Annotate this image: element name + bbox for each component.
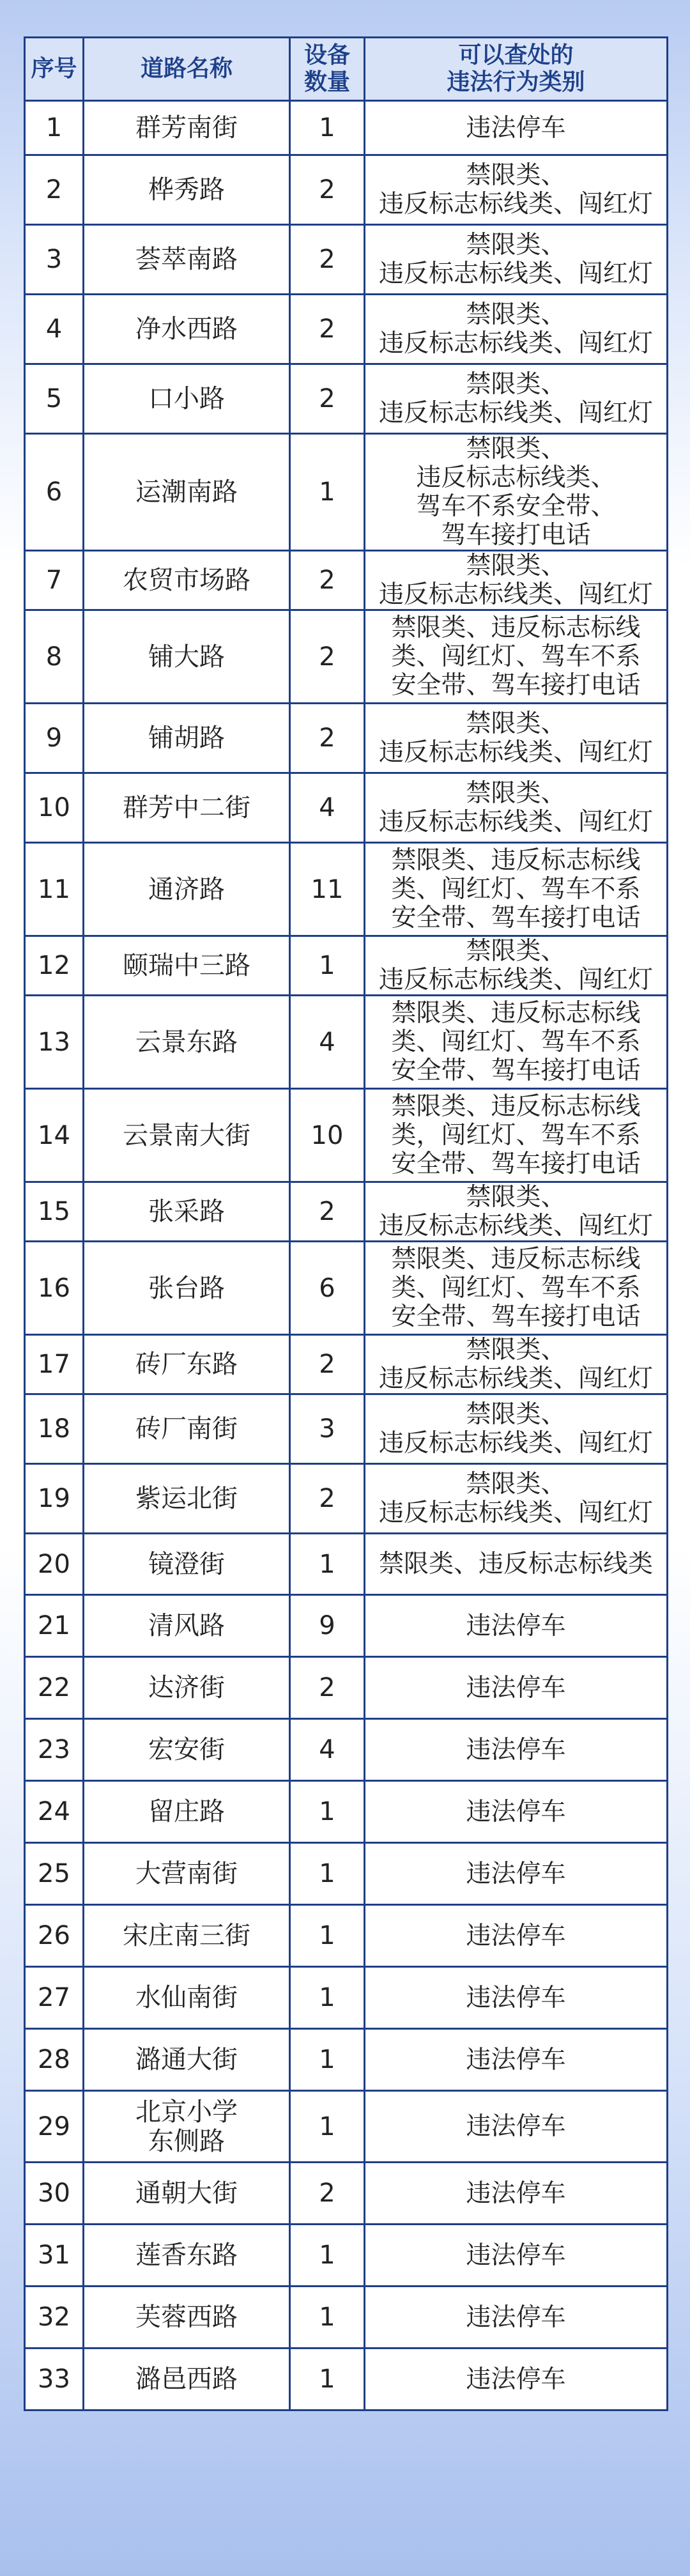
row-index: 4 bbox=[25, 295, 84, 364]
row-road-name bbox=[84, 2348, 290, 2410]
violation-type-line: 禁限类、违反标志标线 bbox=[391, 999, 641, 1028]
row-device-count: 4 bbox=[290, 996, 365, 1089]
violation-type-line: 违反标志标线类、闯红灯 bbox=[378, 329, 653, 358]
table-row bbox=[25, 1242, 668, 1335]
row-violation-types bbox=[365, 295, 668, 364]
road-name-line: 铺大路 bbox=[148, 642, 225, 672]
row-index: 30 bbox=[25, 2163, 84, 2225]
row-device-count: 1 bbox=[290, 2029, 365, 2091]
row-violation-types bbox=[365, 1843, 668, 1905]
header-violation-types-line2: 违法行为类别 bbox=[447, 69, 585, 95]
violation-type-line: 安全带、驾车接打电话 bbox=[391, 904, 641, 932]
violation-type-line: 禁限类、 bbox=[466, 1470, 566, 1499]
violation-type-line: 禁限类、 bbox=[466, 300, 566, 329]
row-index: 25 bbox=[25, 1843, 84, 1905]
road-name-line: 潞邑西路 bbox=[135, 2364, 238, 2394]
table-row bbox=[25, 155, 668, 225]
road-name-line: 通济路 bbox=[148, 874, 225, 904]
row-road-name bbox=[84, 773, 290, 843]
row-index: 27 bbox=[25, 1967, 84, 2029]
row-index: 7 bbox=[25, 551, 84, 610]
row-road-name bbox=[84, 936, 290, 996]
row-index: 28 bbox=[25, 2029, 84, 2091]
table-row bbox=[25, 2163, 668, 2225]
violation-type-line: 驾车接打电话 bbox=[441, 521, 591, 550]
violation-type-line: 类、闯红灯、驾车不系 bbox=[391, 642, 641, 671]
row-violation-types bbox=[365, 2225, 668, 2287]
row-index: 24 bbox=[25, 1781, 84, 1843]
row-index: 32 bbox=[25, 2287, 84, 2348]
row-violation-types bbox=[365, 996, 668, 1089]
header-violation-types-line1: 可以查处的 bbox=[458, 42, 574, 68]
violation-type-line: 违反标志标线类、闯红灯 bbox=[378, 808, 653, 837]
row-index: 20 bbox=[25, 1534, 84, 1595]
row-violation-types bbox=[365, 1394, 668, 1464]
violation-type-line: 违反标志标线类、 bbox=[416, 463, 616, 492]
violation-type-line: 禁限类、 bbox=[466, 1183, 566, 1212]
road-name-line: 清风路 bbox=[148, 1611, 225, 1640]
violation-type-line: 违法停车 bbox=[466, 2179, 566, 2208]
violation-type-line: 禁限类、 bbox=[466, 1400, 566, 1429]
row-violation-types bbox=[365, 773, 668, 843]
table-row bbox=[25, 1335, 668, 1394]
violation-type-line: 禁限类、违反标志标线 bbox=[391, 1245, 641, 1274]
row-device-count: 2 bbox=[290, 155, 365, 225]
violation-type-line: 安全带、驾车接打电话 bbox=[391, 1056, 641, 1085]
table-row bbox=[25, 773, 668, 843]
table-row bbox=[25, 2091, 668, 2163]
row-road-name bbox=[84, 101, 290, 155]
row-device-count: 1 bbox=[290, 1534, 365, 1595]
table-row bbox=[25, 1719, 668, 1781]
road-name-line: 群芳中二街 bbox=[123, 793, 250, 822]
road-name-line: 口小路 bbox=[148, 384, 225, 413]
violation-type-line: 禁限类、 bbox=[466, 779, 566, 808]
road-name-line: 大营南街 bbox=[135, 1859, 238, 1888]
row-violation-types bbox=[365, 610, 668, 704]
row-index: 14 bbox=[25, 1089, 84, 1182]
road-name-line: 紫运北街 bbox=[135, 1484, 238, 1513]
violation-type-line: 违法停车 bbox=[466, 1797, 566, 1826]
row-violation-types bbox=[365, 1464, 668, 1534]
violation-type-line: 禁限类、 bbox=[466, 1336, 566, 1364]
header-device-count-line1: 设备 bbox=[303, 42, 350, 68]
table-row bbox=[25, 1595, 668, 1657]
row-road-name bbox=[84, 2091, 290, 2163]
row-violation-types bbox=[365, 551, 668, 610]
row-index: 22 bbox=[25, 1657, 84, 1719]
violation-type-line: 禁限类、违反标志标线 bbox=[391, 1092, 641, 1121]
row-index: 31 bbox=[25, 2225, 84, 2287]
row-violation-types bbox=[365, 1657, 668, 1719]
table-body bbox=[25, 101, 668, 2410]
violation-type-line: 禁限类、 bbox=[466, 551, 566, 580]
row-violation-types bbox=[365, 843, 668, 936]
table-row bbox=[25, 704, 668, 773]
violation-type-line: 禁限类、 bbox=[466, 231, 566, 259]
table-row bbox=[25, 936, 668, 996]
road-name-line: 留庄路 bbox=[148, 1797, 225, 1826]
violation-type-line: 违反标志标线类、闯红灯 bbox=[378, 259, 653, 288]
violation-type-line: 禁限类、 bbox=[466, 937, 566, 966]
table-row bbox=[25, 996, 668, 1089]
table-row bbox=[25, 1394, 668, 1464]
violation-type-line: 类、闯红灯、驾车不系 bbox=[391, 875, 641, 904]
road-name-line: 张采路 bbox=[148, 1197, 225, 1226]
violation-type-line: 违法停车 bbox=[466, 2112, 566, 2141]
road-name-line: 宏安街 bbox=[148, 1735, 225, 1764]
row-road-name bbox=[84, 2029, 290, 2091]
row-device-count: 1 bbox=[290, 101, 365, 155]
row-index: 33 bbox=[25, 2348, 84, 2410]
violation-type-line: 违法停车 bbox=[466, 113, 566, 143]
row-index: 15 bbox=[25, 1182, 84, 1242]
violation-type-line: 违法停车 bbox=[466, 2302, 566, 2332]
row-road-name bbox=[84, 1905, 290, 1967]
row-device-count: 1 bbox=[290, 2225, 365, 2287]
row-violation-types bbox=[365, 101, 668, 155]
violation-type-line: 违法停车 bbox=[466, 1921, 566, 1950]
row-index: 21 bbox=[25, 1595, 84, 1657]
road-name-line: 运潮南路 bbox=[135, 477, 238, 507]
violation-type-line: 违法停车 bbox=[466, 1859, 566, 1888]
table-row bbox=[25, 1843, 668, 1905]
violation-type-line: 禁限类、违反标志标线 bbox=[391, 613, 641, 642]
row-device-count: 1 bbox=[290, 1781, 365, 1843]
violation-type-line: 违反标志标线类、闯红灯 bbox=[378, 399, 653, 428]
road-name-line: 桦秀路 bbox=[148, 175, 225, 204]
row-index: 26 bbox=[25, 1905, 84, 1967]
violation-type-line: 违法停车 bbox=[466, 2241, 566, 2270]
violation-type-line: 违法停车 bbox=[466, 1735, 566, 1764]
violation-type-line: 违反标志标线类、闯红灯 bbox=[378, 738, 653, 767]
header-violation-types bbox=[365, 38, 668, 101]
row-index: 13 bbox=[25, 996, 84, 1089]
row-index: 6 bbox=[25, 434, 84, 551]
row-index: 9 bbox=[25, 704, 84, 773]
row-violation-types bbox=[365, 1967, 668, 2029]
row-road-name bbox=[84, 1781, 290, 1843]
row-device-count: 1 bbox=[290, 2348, 365, 2410]
row-device-count: 1 bbox=[290, 1967, 365, 2029]
row-road-name bbox=[84, 551, 290, 610]
road-name-line: 农贸市场路 bbox=[123, 566, 250, 595]
table-row bbox=[25, 225, 668, 295]
row-violation-types bbox=[365, 1182, 668, 1242]
row-index: 18 bbox=[25, 1394, 84, 1464]
row-device-count: 2 bbox=[290, 704, 365, 773]
violation-type-line: 禁限类、 bbox=[466, 709, 566, 738]
violation-type-line: 安全带、驾车接打电话 bbox=[391, 1302, 641, 1331]
row-road-name bbox=[84, 1242, 290, 1335]
road-name-line: 张台路 bbox=[148, 1273, 225, 1303]
row-road-name bbox=[84, 1464, 290, 1534]
violation-type-line: 违反标志标线类、闯红灯 bbox=[378, 1364, 653, 1393]
violation-type-line: 禁限类、 bbox=[466, 370, 566, 399]
row-index: 29 bbox=[25, 2091, 84, 2163]
row-device-count: 1 bbox=[290, 2287, 365, 2348]
camera-list-table bbox=[24, 36, 668, 2411]
violation-type-line: 类、闯红灯、驾车不系 bbox=[391, 1274, 641, 1302]
row-device-count: 2 bbox=[290, 1182, 365, 1242]
table-row bbox=[25, 2348, 668, 2410]
table-row bbox=[25, 1089, 668, 1182]
road-name-line: 云景南大街 bbox=[123, 1120, 250, 1150]
row-road-name bbox=[84, 1657, 290, 1719]
row-road-name bbox=[84, 1394, 290, 1464]
violation-type-line: 违法停车 bbox=[466, 1611, 566, 1640]
violation-type-line: 违法停车 bbox=[466, 2045, 566, 2074]
road-name-line: 通朝大街 bbox=[135, 2179, 238, 2208]
row-violation-types bbox=[365, 1595, 668, 1657]
row-device-count: 2 bbox=[290, 295, 365, 364]
violation-type-line: 禁限类、 bbox=[466, 435, 566, 463]
row-index: 3 bbox=[25, 225, 84, 295]
row-index: 2 bbox=[25, 155, 84, 225]
row-violation-types bbox=[365, 1335, 668, 1394]
road-name-line: 砖厂东路 bbox=[135, 1350, 238, 1379]
row-index: 17 bbox=[25, 1335, 84, 1394]
row-road-name bbox=[84, 1534, 290, 1595]
row-device-count: 1 bbox=[290, 2091, 365, 2163]
road-name-line: 颐瑞中三路 bbox=[123, 951, 250, 980]
table-row bbox=[25, 1905, 668, 1967]
road-name-line: 砖厂南街 bbox=[135, 1414, 238, 1444]
row-device-count: 9 bbox=[290, 1595, 365, 1657]
row-device-count: 2 bbox=[290, 1657, 365, 1719]
violation-type-line: 违法停车 bbox=[466, 2364, 566, 2394]
table-row bbox=[25, 101, 668, 155]
row-index: 19 bbox=[25, 1464, 84, 1534]
header-device-count-line2: 数量 bbox=[303, 69, 350, 95]
row-index: 10 bbox=[25, 773, 84, 843]
road-name-line: 芙蓉西路 bbox=[135, 2302, 238, 2332]
violation-type-line: 禁限类、违反标志标线 bbox=[391, 846, 641, 875]
row-road-name bbox=[84, 2225, 290, 2287]
row-device-count: 1 bbox=[290, 1843, 365, 1905]
row-device-count: 4 bbox=[290, 773, 365, 843]
table-row bbox=[25, 1967, 668, 2029]
table-row bbox=[25, 1781, 668, 1843]
row-road-name bbox=[84, 1843, 290, 1905]
row-violation-types bbox=[365, 2029, 668, 2091]
violation-type-line: 安全带、驾车接打电话 bbox=[391, 671, 641, 700]
violation-type-line: 违反标志标线类、闯红灯 bbox=[378, 1212, 653, 1240]
row-device-count: 1 bbox=[290, 1905, 365, 1967]
table-row bbox=[25, 364, 668, 434]
row-road-name bbox=[84, 434, 290, 551]
row-road-name bbox=[84, 1182, 290, 1242]
camera-list-container bbox=[24, 36, 666, 2411]
road-name-line: 莲香东路 bbox=[135, 2241, 238, 2270]
table-row bbox=[25, 434, 668, 551]
road-name-line: 宋庄南三街 bbox=[123, 1921, 250, 1950]
table-row bbox=[25, 295, 668, 364]
violation-type-line: 禁限类、 bbox=[466, 161, 566, 190]
violation-type-line: 违法停车 bbox=[466, 1983, 566, 2012]
row-violation-types bbox=[365, 936, 668, 996]
road-name-line: 净水西路 bbox=[135, 314, 238, 344]
row-device-count: 3 bbox=[290, 1394, 365, 1464]
road-name-line: 北京小学 bbox=[135, 2097, 238, 2127]
violation-type-line: 违法停车 bbox=[466, 1673, 566, 1702]
table-row bbox=[25, 2029, 668, 2091]
row-device-count: 1 bbox=[290, 936, 365, 996]
row-road-name bbox=[84, 1967, 290, 2029]
row-road-name bbox=[84, 1335, 290, 1394]
row-index: 12 bbox=[25, 936, 84, 996]
row-road-name bbox=[84, 295, 290, 364]
row-device-count: 2 bbox=[290, 225, 365, 295]
row-violation-types bbox=[365, 1534, 668, 1595]
row-road-name bbox=[84, 1089, 290, 1182]
row-device-count: 1 bbox=[290, 434, 365, 551]
row-road-name bbox=[84, 2287, 290, 2348]
row-violation-types bbox=[365, 225, 668, 295]
table-row bbox=[25, 2225, 668, 2287]
table-row bbox=[25, 551, 668, 610]
road-name-line: 东侧路 bbox=[148, 2126, 225, 2156]
row-road-name bbox=[84, 843, 290, 936]
table-row bbox=[25, 2287, 668, 2348]
row-road-name bbox=[84, 2163, 290, 2225]
table-header-row bbox=[25, 38, 668, 101]
row-road-name bbox=[84, 1595, 290, 1657]
row-violation-types bbox=[365, 2091, 668, 2163]
table-row bbox=[25, 610, 668, 704]
violation-type-line: 类，闯红灯、驾车不系 bbox=[391, 1121, 641, 1150]
row-device-count: 4 bbox=[290, 1719, 365, 1781]
table-row bbox=[25, 1657, 668, 1719]
row-violation-types bbox=[365, 2348, 668, 2410]
road-name-line: 云景东路 bbox=[135, 1027, 238, 1057]
violation-type-line: 类、闯红灯、驾车不系 bbox=[391, 1028, 641, 1056]
row-road-name bbox=[84, 610, 290, 704]
violation-type-line: 违反标志标线类、闯红灯 bbox=[378, 1499, 653, 1527]
road-name-line: 荟萃南路 bbox=[135, 245, 238, 274]
violation-type-line: 驾车不系安全带、 bbox=[416, 492, 616, 521]
row-device-count: 2 bbox=[290, 1335, 365, 1394]
road-name-line: 达济街 bbox=[148, 1673, 225, 1702]
row-violation-types bbox=[365, 364, 668, 434]
table-row bbox=[25, 1534, 668, 1595]
table-row bbox=[25, 843, 668, 936]
row-violation-types bbox=[365, 1719, 668, 1781]
violation-type-line: 安全带、驾车接打电话 bbox=[391, 1150, 641, 1178]
road-name-line: 水仙南街 bbox=[135, 1983, 238, 2012]
row-index: 16 bbox=[25, 1242, 84, 1335]
row-index: 1 bbox=[25, 101, 84, 155]
row-device-count: 6 bbox=[290, 1242, 365, 1335]
table-row bbox=[25, 1182, 668, 1242]
row-violation-types bbox=[365, 2163, 668, 2225]
row-violation-types bbox=[365, 1781, 668, 1843]
row-index: 5 bbox=[25, 364, 84, 434]
row-violation-types bbox=[365, 1905, 668, 1967]
row-index: 11 bbox=[25, 843, 84, 936]
row-violation-types bbox=[365, 434, 668, 551]
row-index: 8 bbox=[25, 610, 84, 704]
row-road-name bbox=[84, 225, 290, 295]
header-index: 序号 bbox=[25, 38, 84, 101]
row-violation-types bbox=[365, 2287, 668, 2348]
row-violation-types bbox=[365, 155, 668, 225]
row-violation-types bbox=[365, 704, 668, 773]
row-device-count: 10 bbox=[290, 1089, 365, 1182]
row-road-name bbox=[84, 1719, 290, 1781]
violation-type-line: 禁限类、违反标志标线类 bbox=[378, 1550, 653, 1578]
violation-type-line: 违反标志标线类、闯红灯 bbox=[378, 580, 653, 609]
header-device-count bbox=[290, 38, 365, 101]
row-device-count: 2 bbox=[290, 551, 365, 610]
violation-type-line: 违反标志标线类、闯红灯 bbox=[378, 190, 653, 219]
row-road-name bbox=[84, 996, 290, 1089]
road-name-line: 镜澄街 bbox=[148, 1549, 225, 1579]
violation-type-line: 违反标志标线类、闯红灯 bbox=[378, 1429, 653, 1458]
road-name-line: 潞通大街 bbox=[135, 2045, 238, 2074]
header-road-name: 道路名称 bbox=[84, 38, 290, 101]
row-device-count: 11 bbox=[290, 843, 365, 936]
row-road-name bbox=[84, 155, 290, 225]
violation-type-line: 违反标志标线类、闯红灯 bbox=[378, 966, 653, 994]
road-name-line: 群芳南街 bbox=[135, 113, 238, 143]
row-index: 23 bbox=[25, 1719, 84, 1781]
row-device-count: 2 bbox=[290, 610, 365, 704]
row-device-count: 2 bbox=[290, 2163, 365, 2225]
row-device-count: 2 bbox=[290, 1464, 365, 1534]
row-road-name bbox=[84, 704, 290, 773]
row-violation-types bbox=[365, 1089, 668, 1182]
row-device-count: 2 bbox=[290, 364, 365, 434]
table-row bbox=[25, 1464, 668, 1534]
row-violation-types bbox=[365, 1242, 668, 1335]
road-name-line: 铺胡路 bbox=[148, 723, 225, 753]
row-road-name bbox=[84, 364, 290, 434]
